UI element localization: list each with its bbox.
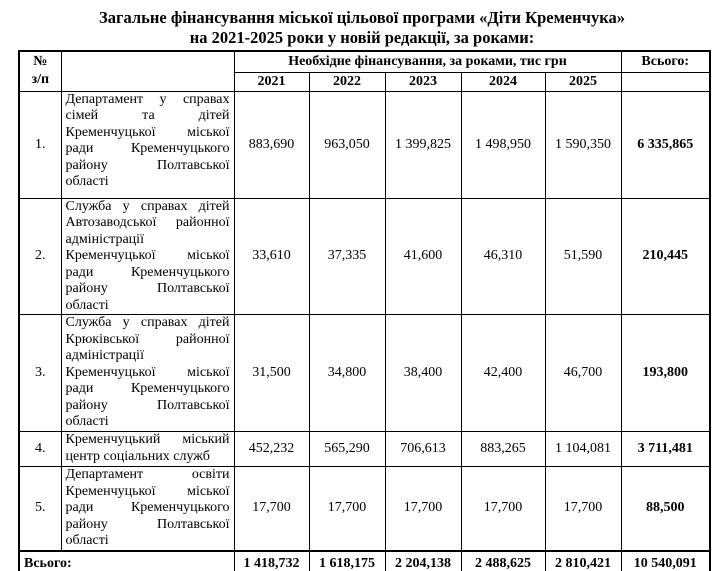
header-num-line1: № [33, 54, 48, 70]
header-year-2024: 2024 [461, 72, 545, 91]
header-num-cell [19, 51, 61, 91]
year-value: 706,613 [385, 432, 461, 467]
row-number: 5. [19, 467, 61, 551]
financing-table [18, 50, 711, 571]
row-total: 3 711,481 [621, 432, 710, 467]
row-total: 210,445 [621, 198, 710, 315]
row-number: 2. [19, 198, 61, 315]
year-value: 1 498,950 [461, 91, 545, 198]
year-value: 565,290 [309, 432, 385, 467]
footer-year-value: 2 810,421 [545, 551, 621, 571]
org-name: Департамент освіти Кременчуцької міської ради Кременчуцького району Полтавської області [61, 467, 234, 551]
footer-year-value: 2 204,138 [385, 551, 461, 571]
table-row [19, 432, 710, 467]
year-value: 41,600 [385, 198, 461, 315]
year-value: 34,800 [309, 315, 385, 432]
year-value: 42,400 [461, 315, 545, 432]
year-value: 883,690 [234, 91, 309, 198]
footer-year-value: 2 488,625 [461, 551, 545, 571]
year-value: 17,700 [461, 467, 545, 551]
row-total: 193,800 [621, 315, 710, 432]
page-title-line2: на 2021-2025 роки у новій редакції, за роками: [189, 28, 535, 47]
year-value: 17,700 [545, 467, 621, 551]
year-value: 46,310 [461, 198, 545, 315]
row-number: 3. [19, 315, 61, 432]
header-year-2023: 2023 [385, 72, 461, 91]
row-number: 4. [19, 432, 61, 467]
row-total: 88,500 [621, 467, 710, 551]
header-year-2022: 2022 [309, 72, 385, 91]
org-name: Департамент у справах сімей та дітей Кременчуцької міської ради Кременчуцького району Полтавської області [61, 91, 234, 198]
year-value: 452,232 [234, 432, 309, 467]
header-total-label: Всього: [621, 51, 710, 72]
header-year-2021: 2021 [234, 72, 309, 91]
row-total: 6 335,865 [621, 91, 710, 198]
header-year-2025: 2025 [545, 72, 621, 91]
year-value: 17,700 [234, 467, 309, 551]
row-number: 1. [19, 91, 61, 198]
org-name: Служба у справах дітей Крюківської районної адміністрації Кременчуцької міської ради Кременчуцького району Полтавської області [61, 315, 234, 432]
year-value: 963,050 [309, 91, 385, 198]
year-value: 31,500 [234, 315, 309, 432]
footer-year-value: 1 418,732 [234, 551, 309, 571]
year-value: 33,610 [234, 198, 309, 315]
page-title-line1: Загальне фінансування міської цільової програми «Діти Кременчука» [99, 8, 625, 27]
header-name-empty-cell [61, 51, 234, 91]
table-row [19, 467, 710, 551]
table-row [19, 91, 710, 198]
year-value: 1 590,350 [545, 91, 621, 198]
year-value: 37,335 [309, 198, 385, 315]
footer-year-value: 1 618,175 [309, 551, 385, 571]
year-value: 17,700 [309, 467, 385, 551]
year-value: 38,400 [385, 315, 461, 432]
table-row [19, 315, 710, 432]
header-funding-label: Необхідне фінансування, за роками, тис грн [234, 51, 621, 72]
header-row-top [19, 51, 710, 72]
year-value: 51,590 [545, 198, 621, 315]
page-title [0, 0, 724, 48]
footer-row [19, 551, 710, 571]
org-name: Служба у справах дітей Автозаводської районної адміністрації Кременчуцької міської ради Кременчуцького району Полтавської області [61, 198, 234, 315]
org-name: Кременчуцький міський центр соціальних служб [61, 432, 234, 467]
year-value: 46,700 [545, 315, 621, 432]
header-total-empty-cell [621, 72, 710, 91]
table-row [19, 198, 710, 315]
header-num-line2: з/п [31, 72, 50, 88]
year-value: 1 399,825 [385, 91, 461, 198]
year-value: 883,265 [461, 432, 545, 467]
grand-total: 10 540,091 [621, 551, 710, 571]
footer-label: Всього: [19, 551, 234, 571]
year-value: 1 104,081 [545, 432, 621, 467]
year-value: 17,700 [385, 467, 461, 551]
